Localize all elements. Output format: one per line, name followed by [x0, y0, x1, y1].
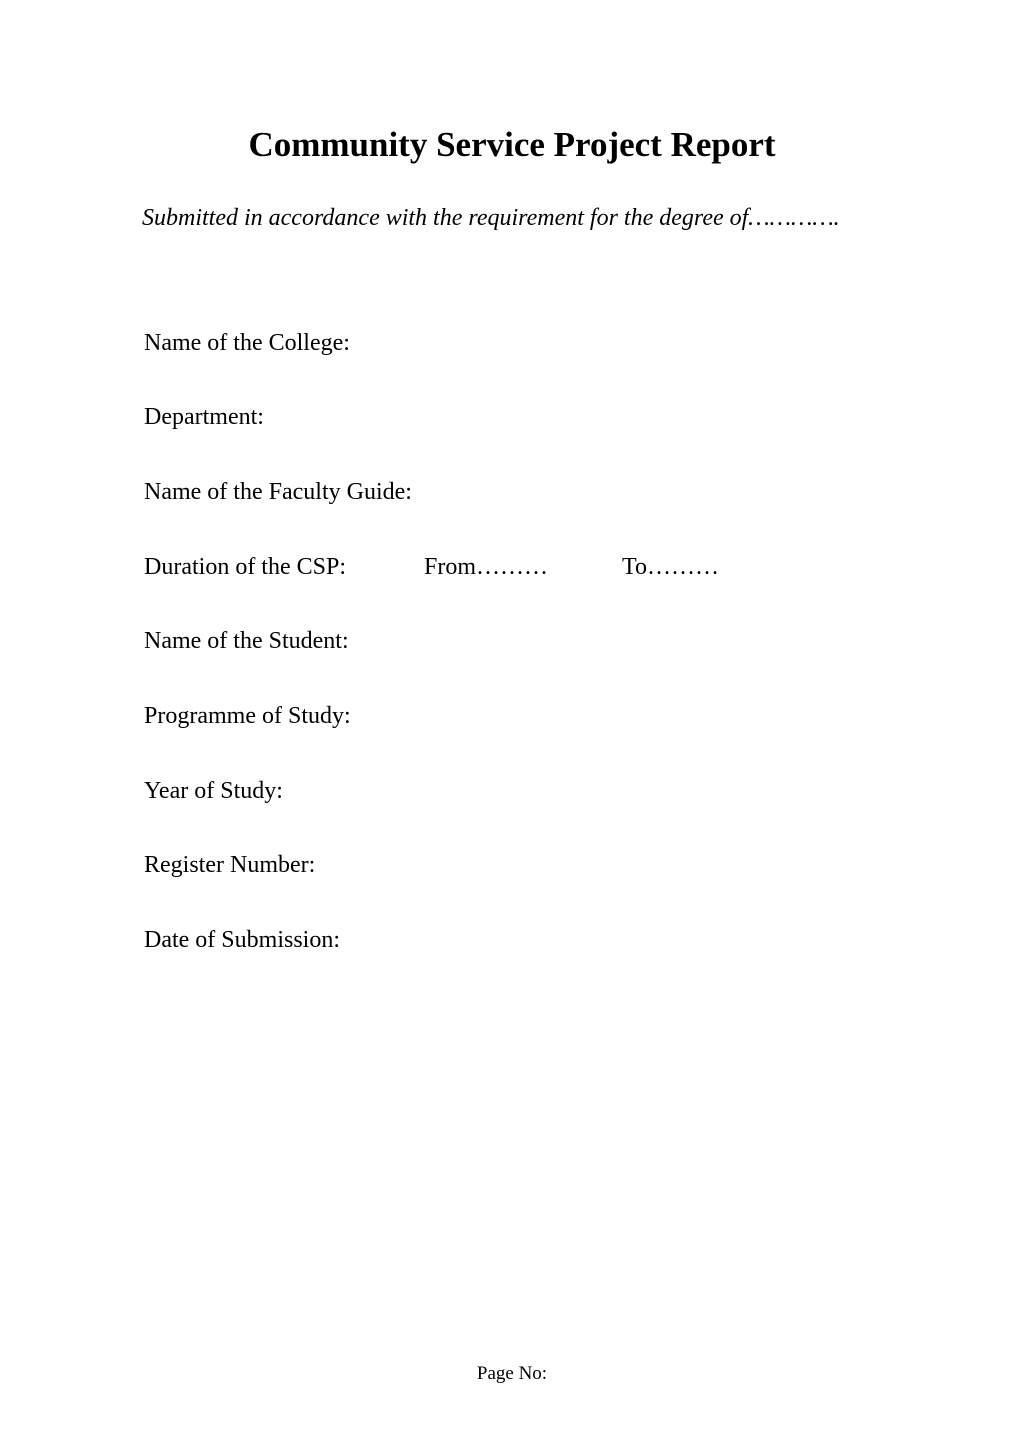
- year-of-study-label: Year of Study:: [144, 778, 283, 804]
- date-of-submission-label: Date of Submission:: [144, 927, 340, 953]
- degree-requirement-line: Submitted in accordance with the requirement for the degree of………….: [142, 205, 840, 231]
- document-title: Community Service Project Report: [248, 125, 776, 164]
- duration-to-label: To………: [622, 554, 719, 580]
- duration-from-label: From………: [424, 554, 549, 580]
- register-number-label: Register Number:: [144, 852, 316, 878]
- department-label: Department:: [144, 404, 264, 430]
- programme-of-study-label: Programme of Study:: [144, 703, 351, 729]
- student-name-label: Name of the Student:: [144, 628, 349, 654]
- college-name-label: Name of the College:: [144, 330, 350, 356]
- page-number-footer: Page No:: [476, 1363, 548, 1384]
- faculty-guide-label: Name of the Faculty Guide:: [144, 479, 412, 505]
- duration-label: Duration of the CSP:: [144, 554, 346, 580]
